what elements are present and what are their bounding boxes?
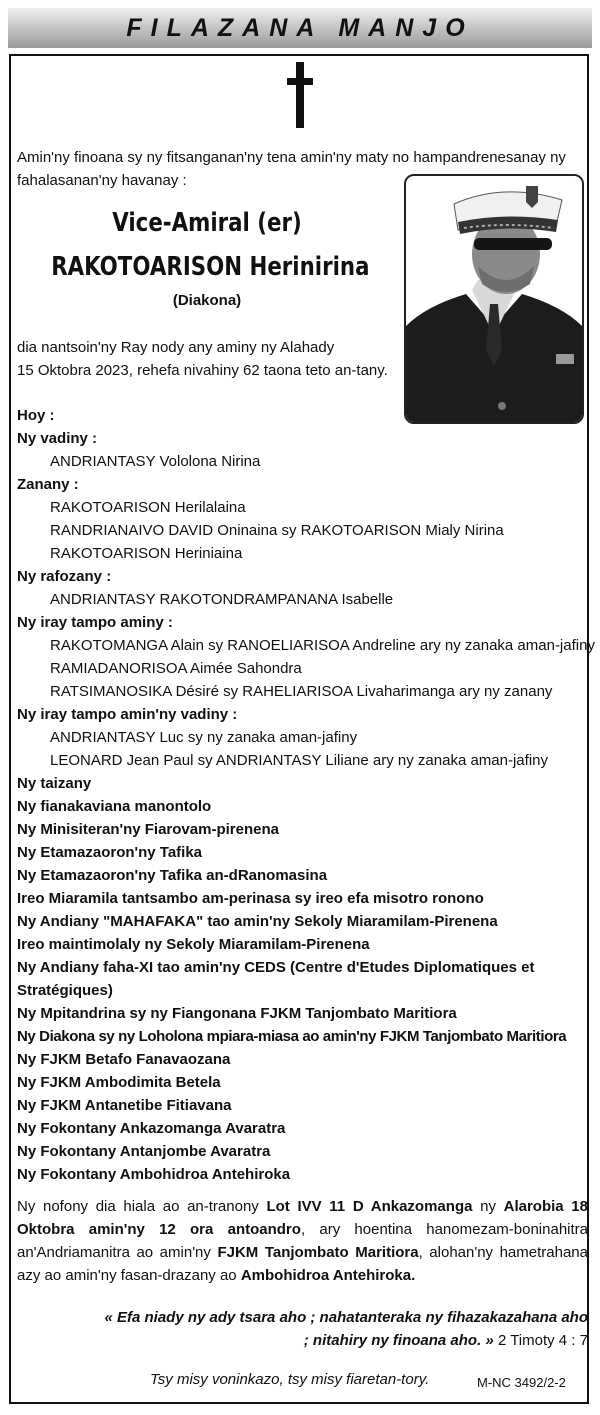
organization-item: Ny Fokontany Antanjombe Avaratra [17, 1143, 271, 1160]
organization-item: Ireo Miaramila tantsambo am-perinasa sy ireo efa misotro ronono [17, 890, 484, 907]
family-member: RANDRIANAIVO DAVID Oninaina sy RAKOTOARISON Mialy Nirina [50, 522, 504, 539]
organization-item: Ny Andiany faha-XI tao amin'ny CEDS (Centre d'Etudes Diplomatiques et Stratégiques) [17, 959, 535, 999]
header-title: FILAZANA MANJO [126, 13, 474, 42]
deceased-title: (Diakona) [172, 292, 242, 309]
bible-quote [100, 1306, 588, 1352]
organization-item: Ny Fokontany Ambohidroa Antehiroka [17, 1166, 291, 1183]
organization-item: Ny FJKM Antanetibe Fitiavana [17, 1097, 232, 1114]
deceased-name: RAKOTOARISON Herinirina [51, 252, 370, 282]
family-list [17, 404, 595, 772]
intro-text: Amin'ny finoana sy ny fitsanganan'ny tena amin'ny maty no hampandrenesanay ny fahalasanan'ny havanay : [17, 149, 566, 189]
family-heading: Hoy : [17, 407, 55, 424]
portrait-photo [404, 174, 584, 424]
deceased-rank: Vice-Amiral (er) [112, 208, 302, 238]
organization-item: Ireo maintimolaly ny Sekoly Miaramilam-Pirenena [17, 936, 370, 953]
cross-icon [287, 62, 313, 128]
notice-reference: M-NC 3492/2-2 [477, 1375, 566, 1390]
organization-item: Ny FJKM Betafo Fanavaozana [17, 1051, 231, 1068]
family-member: RAKOTOMANGA Alain sy RANOELIARISOA Andreline ary ny zanaka aman-jafiny [50, 637, 595, 654]
family-member: ANDRIANTASY Vololona Nirina [50, 453, 261, 470]
family-member: ANDRIANTASY RAKOTONDRAMPANANA Isabelle [50, 591, 394, 608]
family-member: RAKOTOARISON Heriniaina [50, 545, 243, 562]
organization-item: Ny taizany [17, 775, 92, 792]
family-member: ANDRIANTASY Luc sy ny zanaka aman-jafiny [50, 729, 358, 746]
family-member: RAMIADANORISOA Aimée Sahondra [50, 660, 302, 677]
family-member: LEONARD Jean Paul sy ANDRIANTASY Liliane ary ny zanaka aman-jafiny [50, 752, 548, 769]
quote-reference: 2 Timoty 4 : 7 [493, 1332, 588, 1349]
header-banner [8, 8, 592, 48]
organization-item: Ny Etamazaoron'ny Tafika an-dRanomasina [17, 867, 328, 884]
family-heading: Ny iray tampo aminy : [17, 614, 173, 631]
family-heading: Zanany : [17, 476, 79, 493]
family-heading: Ny iray tampo amin'ny vadiny : [17, 706, 238, 723]
family-heading: Ny rafozany : [17, 568, 112, 585]
family-heading: Ny vadiny : [17, 430, 98, 447]
organization-item: Ny Etamazaoron'ny Tafika [17, 844, 203, 861]
organization-item: Ny FJKM Ambodimita Betela [17, 1074, 221, 1091]
organization-item: Ny Fokontany Ankazomanga Avaratra [17, 1120, 286, 1137]
organization-item: Ny Diakona sy ny Loholona mpiara-miasa ao amin'ny FJKM Tanjombato Maritiora [17, 1028, 567, 1045]
quote-text: « Efa niady ny ady tsara aho ; nahatanteraka ny fihazakazahana aho ; nitahiry ny finoana aho. » [104, 1309, 588, 1349]
funeral-details: Ny nofony dia hiala ao an-tranony Lot IVV 11 D Ankazomanga ny Alarobia 18 Oktobra amin'ny 12 ora antoandro, ary hoentina hanomezam-boninahitra an'Andriamanitra ao amin'ny FJKM Tanjombato Maritiora, alohan'ny hametrahana azy ao amin'ny fasan-drazany ao Ambohidroa Antehiroka. [17, 1198, 588, 1284]
organization-item: Ny Minisiteran'ny Fiarovam-pirenena [17, 821, 279, 838]
organizations-list [17, 772, 589, 1186]
organization-item: Ny Mpitandrina sy ny Fiangonana FJKM Tanjombato Maritiora [17, 1005, 457, 1022]
organization-item: Ny Andiany "MAHAFAKA" tao amin'ny Sekoly Miaramilam-Pirenena [17, 913, 498, 930]
death-announcement: dia nantsoin'ny Ray nody any aminy ny Alahady 15 Oktobra 2023, rehefa nivahiny 62 taona teto an-tany. [17, 339, 388, 379]
organization-item: Ny fianakaviana manontolo [17, 798, 212, 815]
family-member: RATSIMANOSIKA Désiré sy RAHELIARISOA Livaharimanga ary ny zanany [50, 683, 553, 700]
family-member: RAKOTOARISON Herilalaina [50, 499, 246, 516]
closing-note: Tsy misy voninkazo, tsy misy fiaretan-tory. [150, 1371, 430, 1388]
